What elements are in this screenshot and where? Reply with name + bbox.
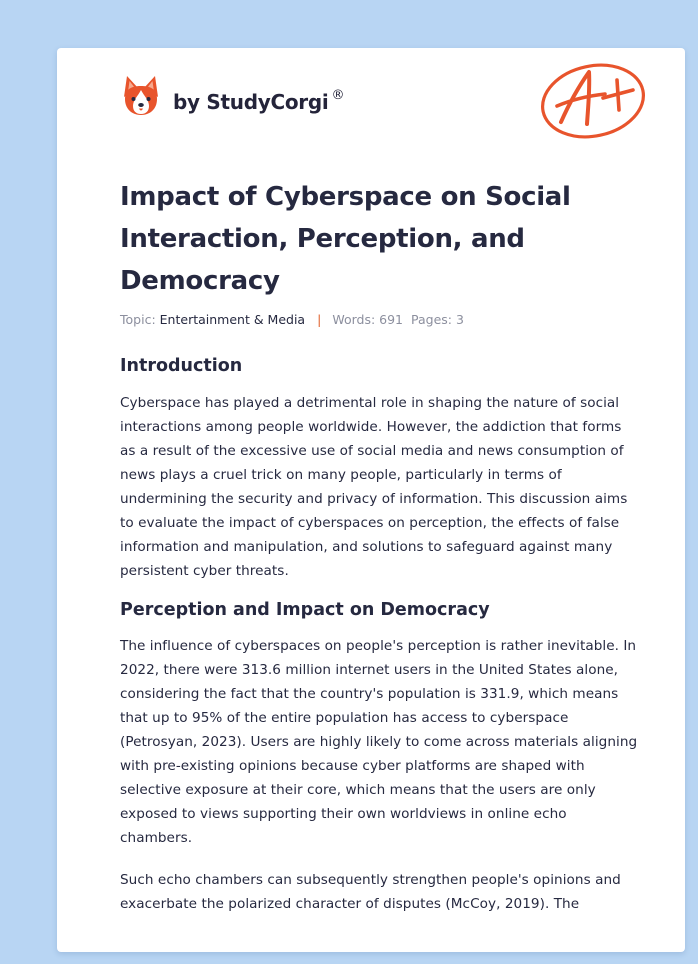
page-count: Pages: 3 (411, 312, 464, 327)
studycorgi-logo[interactable] (121, 75, 344, 119)
paragraph: Such echo chambers can subsequently strengthen people's opinions and exacerbate the polarized character of disputes (McCoy, 2019). The (120, 872, 621, 912)
topic-label: Topic: (120, 312, 156, 327)
paragraph: Cyberspace has played a detrimental role in shaping the nature of social interactions among people worldwide. However, the addiction that forms as a result of the excessive use of social media and news consumption of news plays a cruel trick on many people, particularly in terms of undermining the security and privacy of information. This discussion aims to evaluate the impact of cyberspaces on perception, the effects of false information and manipulation, and solutions to safeguard against many persistent cyber threats. (120, 395, 628, 579)
a-plus-stamp-icon (539, 60, 649, 140)
brand-name: by StudyCorgi ® (173, 88, 345, 114)
document-meta (120, 312, 464, 327)
paragraph: The influence of cyberspaces on people's perception is rather inevitable. In 2022, there were 313.6 million internet users in the United States alone, considering the fact that the country's population is 331.9, which means that up to 95% of the entire population has access to cyberspace (Petrosyan, 2023). Users are highly likely to come across materials aligning with pre-existing opinions because cyber platforms are shaped with selective exposure at their core, which means that the users are only exposed to views supporting their own worldviews in online echo chambers. (120, 638, 638, 846)
section-heading-introduction: Introduction (120, 356, 243, 376)
corgi-icon (121, 75, 161, 119)
section-heading-perception: Perception and Impact on Democracy (120, 600, 490, 620)
registered-mark: ® (331, 88, 345, 104)
meta-separator: | (317, 312, 322, 327)
topic-link[interactable]: Entertainment & Media (159, 312, 306, 327)
document-page (57, 48, 685, 952)
page-title: Impact of Cyberspace on Social Interaction, Perception, and Democracy (120, 182, 571, 296)
document-body (120, 352, 640, 916)
word-count: Words: 691 (332, 312, 403, 327)
